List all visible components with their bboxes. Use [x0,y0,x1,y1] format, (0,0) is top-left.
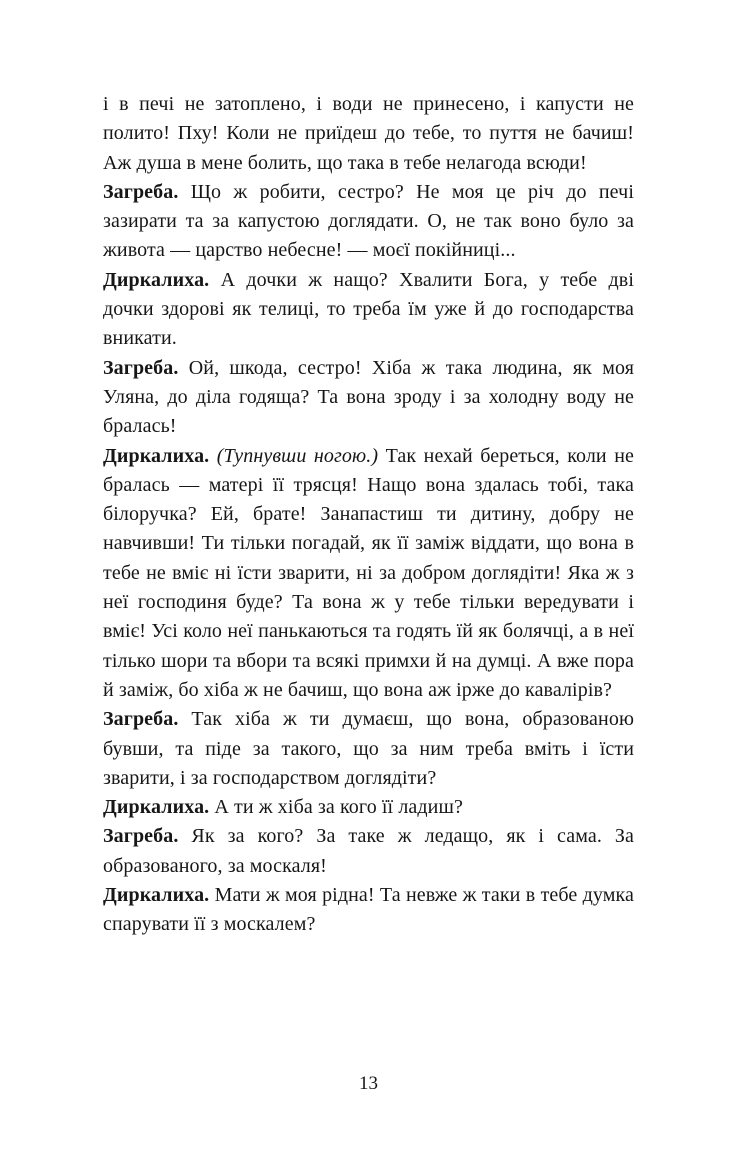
dialogue-text: А дочки ж нащо? Хвалити Бога, у тебе дві дочки здорові як телиці, то треба їм уже й до господарства вникати. [103,268,634,350]
dialogue-paragraph [103,442,634,706]
speaker-name: Загреба. [103,825,179,848]
dialogue-text: Що ж робити, сестро? Не моя це річ до печі зазирати та за капустою доглядати. О, не так воно було за живота — царство небесне! — моєї покійниці... [103,180,634,262]
dialogue-paragraph [103,822,634,881]
dialogue-text: А ти ж хіба за кого її ладиш? [214,796,463,819]
speaker-name: Загреба. [103,708,179,731]
stage-direction: (Тупнувши ногою.) [216,444,379,467]
speaker-name: Диркалиха. [103,268,210,291]
page-footer [103,1073,634,1095]
dialogue-text: Як за кого? За таке ж ледащо, як і сама. За образованого, за москаля! [103,825,634,877]
speaker-name: Диркалиха. [103,444,210,467]
dialogue-text: Мати ж моя рідна! Та невже ж таки в тебе думка спарувати її з москалем? [103,884,635,936]
dialogue-text: Так хіба ж ти думаєш, що вона, образованою бувши, та піде за такого, що за ним треба вміть і їсти зварити, і за господарством доглядіти? [103,708,634,789]
page-number: 13 [359,1073,378,1094]
dialogue-paragraph [103,266,634,354]
dialogue-text: Так нехай береться, коли не бралась — матері її трясця! Нащо вона здалась тобі, така білоручка? Ей, брате! Занапастиш ти дитину, добру не навчивши! Ти тільки погадай, як її заміж віддати, що вона в тебе не вміє ні їсти зварити, ні за добром доглядіти! Яка ж з неї господиня буде? Та вона ж у тебе тільки вередувати і вміє! Усі коло неї панькаються та годять їй як болячці, а в неї тілько шори та вбори та всякі примхи й на думці. А вже пора й заміж, бо хіба ж не бачиш, що вона аж ірже до кавалірів? [103,444,634,701]
dialogue-paragraph [103,881,634,940]
dialogue-paragraph [103,178,634,266]
dialogue-text: Ой, шкода, сестро! Хіба ж така людина, як моя Уляна, до діла годяща? Та вона зроду і за холодну воду не бралась! [103,356,634,438]
dialogue-paragraph [103,705,634,793]
play-text-block [103,90,634,940]
dialogue-paragraph [103,354,634,442]
dialogue-text: і в печі не затоплено, і води не принесено, і капусти не полито! Пху! Коли не приїдеш до тебе, то пуття не бачиш! Аж душа в мене болить, що така в тебе нелагода всюди! [103,93,634,174]
dialogue-paragraph [103,793,634,822]
speaker-name: Загреба. [103,180,179,203]
speaker-name: Диркалиха. [103,884,210,907]
dialogue-paragraph-continuation [103,90,634,178]
speaker-name: Диркалиха. [103,796,210,819]
speaker-name: Загреба. [103,356,179,379]
